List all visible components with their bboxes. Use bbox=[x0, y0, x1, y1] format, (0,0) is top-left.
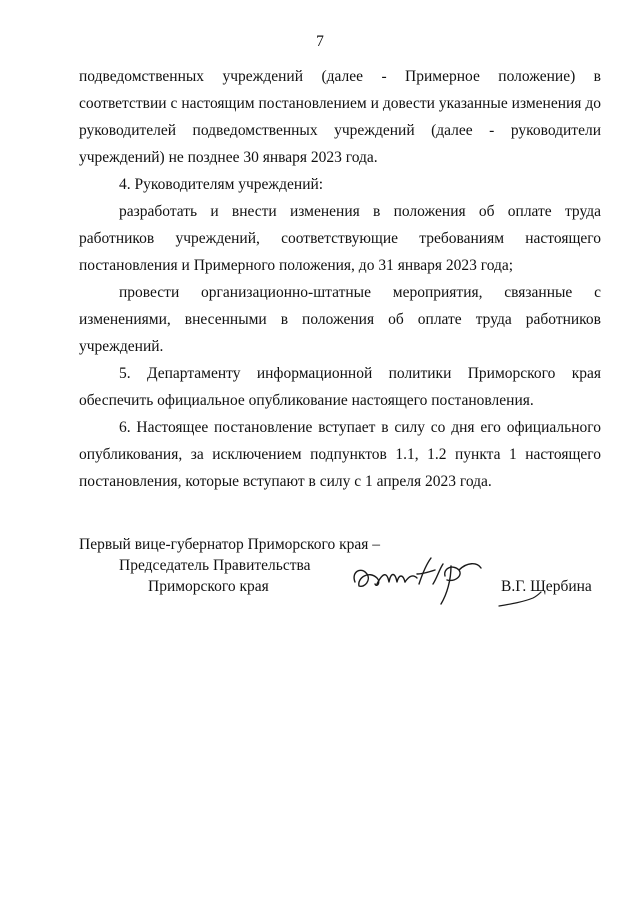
page-number: 7 bbox=[316, 33, 324, 50]
signatory-title-line1: Первый вице-губернатор Приморского края – bbox=[79, 536, 381, 553]
signatory-title-line3: Приморского края bbox=[148, 578, 269, 595]
signature-underline bbox=[497, 590, 547, 610]
signatory-title-line2: Председатель Правительства bbox=[119, 557, 311, 574]
document-body bbox=[79, 63, 601, 495]
handwritten-signature bbox=[347, 548, 497, 608]
paragraph-item-4-b: провести организационно-штатные мероприятия, связанные с изменениями, внесенными в положения об оплате труда работников учреждений. bbox=[79, 284, 601, 355]
signatory-name: В.Г. Щербина bbox=[501, 578, 592, 595]
paragraph-continuation: подведомственных учреждений (далее - Примерное положение) в соответствии с настоящим постановлением и довести указанные изменения до руководителей подведомственных учреждений (далее - руководители учреждений) не позднее 30 января 2023 года. bbox=[79, 68, 601, 166]
paragraph-item-5: 5. Департаменту информационной политики Приморского края обеспечить официальное опубликование настоящего постановления. bbox=[79, 365, 601, 409]
paragraph-item-4: 4. Руководителям учреждений: bbox=[119, 176, 324, 193]
paragraph-item-4-a: разработать и внести изменения в положения об оплате труда работников учреждений, соответствующие требованиям настоящего постановления и Примерного положения, до 31 января 2023 года; bbox=[79, 203, 601, 274]
paragraph-item-6: 6. Настоящее постановление вступает в силу со дня его официального опубликования, за исключением подпунктов 1.1, 1.2 пункта 1 настоящего постановления, которые вступают в силу с 1 апреля 2023 года. bbox=[79, 419, 601, 490]
